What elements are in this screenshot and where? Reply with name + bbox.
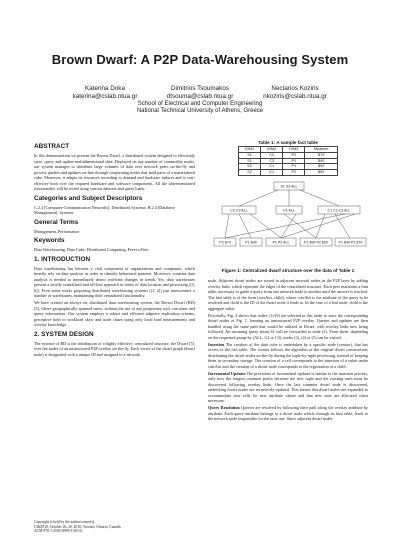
- section-heading: Categories and Subject Descriptors: [34, 194, 143, 202]
- dwarf-structure-figure: [212, 180, 368, 265]
- abstract-text: In this demonstration we present the Brown Dwarf, a distributed system designed to efficiently store, query and update multidimensional data. Deployed on any number of commodity nodes, our system manages to distribute large volumes of data over network peers on-the-fly and process queries and updates on-line through cooperating nodes that hold parts of a materialized cube. Moreover, it adapts its resources according to demand and hardware failures and is cost-effective both over the required hardware and software components. All the aforementioned functionality will be tested using various datasets and query loads.: [34, 153, 195, 191]
- author-3: [230, 85, 360, 100]
- level2-node-label: C2 C3 ALL: [230, 208, 248, 213]
- table-cell: P1: [283, 158, 305, 164]
- table-cell: $70: [305, 152, 338, 158]
- paragraph-text: The creation of the data cube is undertaken by a specific node (creator), that has access to the fact table. The creator follows the algorithm of the original dwarf construction, distributing the dwarf nodes on-the-fly during the tuple-by-tuple processing, instead of keeping them in secondary storage. The creation of a cell corresponds to the insertion of a value under currAttr and the creation of a dwarf node corresponds to the registration of a child.: [208, 341, 368, 369]
- root-node-label: S1 S2 ALL: [280, 184, 298, 189]
- level2-node-label: C1 ALL: [283, 208, 295, 213]
- footnote-line: ACM 978-1-4503-0099-5/10/10.: [34, 529, 83, 534]
- paragraph-text: The procedure of incremental updates is similar to the insertion process, only now the longest common prefix between the new tuple and the existing ones must be discovered following overlay links. Once the last common dwarf node is discovered, underlying dwarf nodes are recursively updated. This means that dwarf nodes are expanded to accommodate new cells for new attribute values and that new ones are allocated when necessary.: [208, 370, 368, 403]
- level3-node-label: P1 $40: [245, 240, 257, 245]
- table-cell: $50: [305, 170, 338, 176]
- table-cell: S1: [239, 152, 261, 158]
- paragraph: [208, 405, 368, 422]
- fact-table: [238, 146, 338, 176]
- run-in-heading: Insertion: [208, 341, 225, 347]
- terms-text: Management, Performance: [34, 228, 80, 234]
- table-cell: C1: [261, 170, 283, 176]
- author-email: katerina@cslab.ntua.gr: [72, 92, 138, 100]
- table-header-cell: Measure: [305, 147, 338, 153]
- level3-node-label: P1 $40 P2 $70: [338, 240, 363, 245]
- run-in-heading: Incremental Updates: [208, 370, 246, 376]
- table-header-cell: DIM1: [239, 147, 261, 153]
- affiliation-line: School of Electrical and Computer Engineering: [137, 101, 263, 107]
- section-heading: Keywords: [34, 237, 65, 244]
- table-header-cell: DIM3: [283, 147, 305, 153]
- paragraph: The essence of BD is the distribution of a highly effective, centralized structure, the Dwarf [5], over the nodes of an unstructured P2P overlay on-the-fly. Each vertex of the dwarf graph (dwarf node) is designated with a unique ID and assigned to a network: [34, 340, 195, 357]
- level3-node-label: P1 $90 P2 $50: [304, 240, 328, 245]
- categories-text: C.2.4 [Computer-Communication Networks]: Distributed Systems; H.2.4 [Database Management]: Systems: [34, 204, 175, 215]
- table-cell: $40: [305, 158, 338, 164]
- paragraph-text: Queries are resolved by following their path along the overlay attribute by attribute. Each query attribute belongs to a dwarf node which, through its hint table, leads to the network node responsible for the next one. Since adjacent dwarf nodes: [208, 405, 368, 421]
- left-column: [34, 140, 195, 359]
- table-cell: C1: [261, 164, 283, 170]
- run-in-heading: Query Resolution: [208, 405, 240, 410]
- section-heading: 1. INTRODUCTION: [34, 255, 91, 263]
- level2-node-label: C1 C2 C3 ALL: [327, 208, 351, 213]
- table-header-cell: DIM2: [261, 147, 283, 153]
- table-cell: P1: [283, 164, 305, 170]
- table-cell: C3: [261, 158, 283, 164]
- author-email: nkoziris@cslab.ntua.gr: [263, 92, 327, 100]
- table-cell: $90: [305, 164, 338, 170]
- paragraph: We have created an always-on, distributed data warehousing system, the Brown Dwarf (BD) [3], where geographically spanned users, without the use of any proprietary tool, can share and query information. Our system employs a robust and efficient adaptive replication scheme, perceptive both to workload skew and node churn using only local load measurements and overlay knowledge.: [34, 300, 195, 327]
- section-heading: 2. SYSTEM DESIGN: [34, 330, 94, 338]
- author-name: Nectarios Koziris: [271, 85, 319, 92]
- paragraph: Pictorially, Fig. 2 shows that nodes (1)-(9) are selected in this order to store the corresponding dwarf nodes of Fig. 1, forming an unstructured P2P overlay. Queries and updates are then handled using the same path that would be utilized in Dwarf, with overlay links now being followed. An incoming query about S1 will be forwarded to node (2). From there, depending on the requested group-by (ALL, C2 or C3), nodes (3), (4) or (5) can be visited.: [208, 312, 368, 340]
- affiliation-line: National Technical University of Athens, Greece: [136, 108, 264, 115]
- table-cell: S1: [239, 158, 261, 164]
- table-cell: P2: [283, 170, 305, 176]
- table-cell: S2: [239, 170, 261, 176]
- author-email: dtsouma@cslab.ntua.gr: [166, 92, 234, 100]
- footnote-line: CIKM'10, October 26–30, 2010, Toronto, Ontario, Canada.: [34, 524, 122, 529]
- copyright-footnote: [34, 520, 154, 534]
- table-cell: C2: [261, 152, 283, 158]
- author-name: Katerina Doka: [85, 85, 125, 92]
- right-column: [208, 278, 368, 423]
- fact-table-block: [238, 140, 338, 176]
- paragraph: [208, 342, 368, 370]
- figure-caption: Figure 1: Centralized dwarf structure over the data of Table 1: [221, 268, 355, 273]
- section-heading: General Terms: [34, 218, 79, 226]
- level3-node-label: P1 P2 ALL: [272, 240, 290, 245]
- table-cell: S2: [239, 164, 261, 170]
- table-cell: P2: [283, 152, 305, 158]
- keywords-text: Data Warehousing, Data Cube, Distributed Computing, Peer-to-Peer: [34, 247, 149, 252]
- footnote-line: Copyright is held by the author/owner(s).: [34, 520, 96, 524]
- table-row: [239, 170, 338, 176]
- section-heading: ABSTRACT: [34, 143, 70, 150]
- paragraph: Data warehousing has become a vital component of organizations and companies, which heavily rely on data analysis in order to identify behavioral patterns. Moreover, constant data analysis is needed to immediately detect real-time changes in trends. Yet, data warehouses present a strictly centralized and off-line approach in terms of data location and processing ([5, 6]). Even some works proposing distributed warehousing systems ([1, 2]) just interconnect a number of warehouses, maintaining their centralized functionality.: [34, 265, 195, 298]
- paper-title: Brown Dwarf: A P2P Data-Warehousing System: [51, 52, 349, 67]
- paragraph: node. Adjacent dwarf nodes are stored in adjacent network nodes in the P2P layer by adding overlay links, which represent the edges of the centralized structure. Each peer maintains a hint table, necessary to guide a query from one network node to another until the answer is reached. The hint table is of the form (currAttr, child), where currAttr is the attribute of the query to be resolved and child is the ID of the dwarf node it leads to. In the case of a leaf node, child is the aggregate value.: [208, 278, 368, 311]
- table-caption: Table 1: A sample fact table: [258, 140, 318, 145]
- paragraph: [208, 371, 368, 404]
- affiliation: [0, 101, 400, 116]
- author-name: Dimitrios Tsoumakos: [171, 85, 229, 92]
- level3-node-label: P2 $70: [219, 240, 231, 245]
